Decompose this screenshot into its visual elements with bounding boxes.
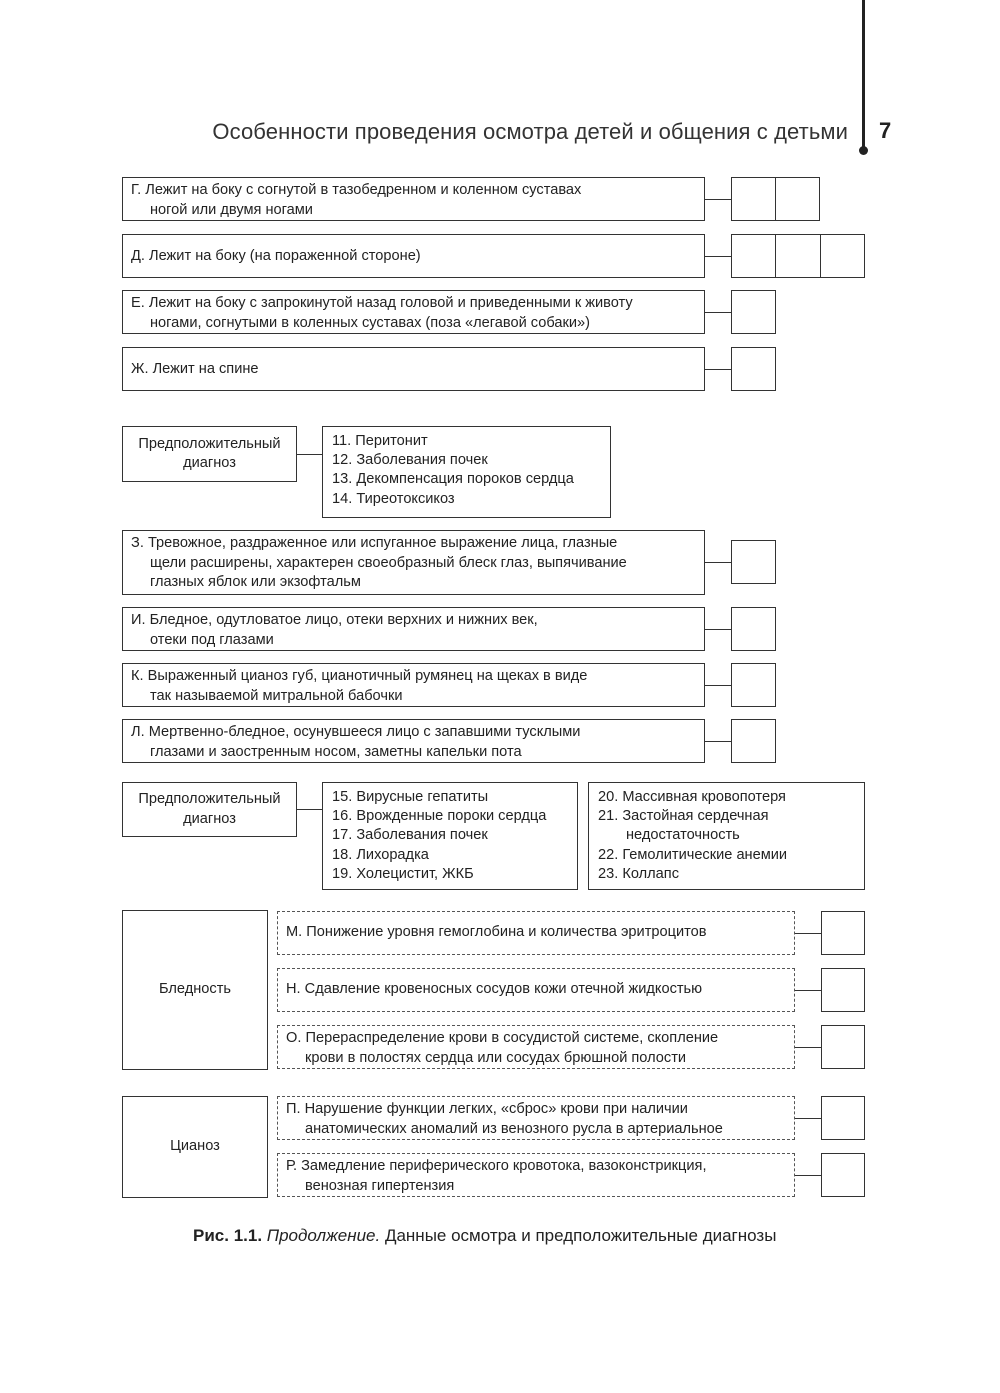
diagnosis-list-box <box>322 782 578 890</box>
answer-cell[interactable] <box>820 234 865 278</box>
mechanism-text-line: крови в полостях сердца или сосудах брюшной полости <box>305 1049 687 1066</box>
connector-line <box>795 1047 821 1048</box>
figure-continuation: Продолжение. <box>266 1226 381 1245</box>
answer-cell[interactable] <box>821 1096 865 1140</box>
header-vertical-rule <box>862 0 865 150</box>
diagnosis-list-box <box>588 782 865 890</box>
connector-line <box>705 256 731 257</box>
mechanism-box-o <box>277 1025 795 1069</box>
finding-text-line: Лежит на боку с запрокинутой назад головой и приведенными к животу <box>148 295 633 311</box>
connector-line <box>705 741 731 742</box>
mechanism-label: П. <box>286 1101 301 1117</box>
symptom-label: Бледность <box>159 981 231 998</box>
connector-line <box>795 933 821 934</box>
figure-title: Данные осмотра и предположительные диагнозы <box>384 1226 777 1245</box>
finding-label: Л. <box>131 724 145 740</box>
mechanism-text-line: венозная гипертензия <box>305 1177 455 1194</box>
diagnosis-item: 11. Перитонит <box>332 433 428 449</box>
connector-line <box>705 369 731 370</box>
finding-text-line: ногой или двумя ногами <box>150 201 313 218</box>
diagnosis-item: 22. Гемолитические анемии <box>598 846 788 863</box>
finding-box-e <box>122 290 705 334</box>
answer-cell[interactable] <box>821 1025 865 1069</box>
answer-cell[interactable] <box>731 719 776 763</box>
mechanism-box-n <box>277 968 795 1012</box>
diagnosis-item: 21. Застойная сердечная <box>598 808 769 825</box>
answer-cell[interactable] <box>731 663 776 707</box>
figure-caption <box>193 1226 776 1246</box>
mechanism-box-p <box>277 1096 795 1140</box>
diagnosis-label-line: диагноз <box>183 810 236 827</box>
connector-line <box>705 629 731 630</box>
answer-cell[interactable] <box>821 911 865 955</box>
finding-box-i <box>122 607 705 651</box>
connector-line <box>297 454 322 455</box>
connector-line <box>297 809 322 810</box>
mechanism-text-line: Замедление периферического кровотока, вазоконстрикция, <box>301 1158 707 1174</box>
diagnosis-item: 18. Лихорадка <box>332 846 429 863</box>
finding-text-line: Тревожное, раздраженное или испуганное выражение лица, глазные <box>147 535 618 551</box>
finding-text-line: Лежит на боку (на пораженной стороне) <box>149 248 421 264</box>
answer-cell[interactable] <box>731 234 776 278</box>
diagnosis-label-box <box>122 426 297 482</box>
diagnosis-item: недостаточность <box>626 827 740 844</box>
finding-text-line: Бледное, одутловатое лицо, отеки верхних и нижних век, <box>149 612 538 628</box>
finding-text-line: Лежит на спине <box>152 361 259 377</box>
answer-cell[interactable] <box>821 1153 865 1197</box>
connector-line <box>705 685 731 686</box>
finding-text-line: ногами, согнутыми в коленных суставах (поза «легавой собаки») <box>150 314 591 331</box>
finding-text-line: Лежит на боку с согнутой в тазобедренном и коленном суставах <box>145 182 582 198</box>
mechanism-label: М. <box>286 924 303 940</box>
finding-label: И. <box>131 612 146 628</box>
diagnosis-item: 19. Холецистит, ЖКБ <box>332 865 474 882</box>
connector-line <box>705 562 731 563</box>
symptom-box-pallor <box>122 910 268 1070</box>
mechanism-label: О. <box>286 1030 302 1046</box>
mechanism-text-line: анатомических аномалий из венозного русла в артериальное <box>305 1120 723 1137</box>
finding-text-line: глазами и заостренным носом, заметны капельки пота <box>150 743 522 760</box>
answer-cell[interactable] <box>775 177 820 221</box>
header-rule-dot <box>859 146 868 155</box>
finding-box-g <box>122 177 705 221</box>
finding-box-l <box>122 719 705 763</box>
answer-cell[interactable] <box>731 177 776 221</box>
finding-label: З. <box>131 535 144 551</box>
connector-line <box>795 990 821 991</box>
answer-cell[interactable] <box>775 234 821 278</box>
connector-line <box>795 1175 821 1176</box>
finding-label: Ж. <box>131 361 149 377</box>
finding-box-z <box>122 530 705 595</box>
diagnosis-item: 14. Тиреотоксикоз <box>332 490 455 507</box>
diagnosis-item: 16. Врожденные пороки сердца <box>332 808 547 825</box>
diagnosis-item: 15. Вирусные гепатиты <box>332 789 489 805</box>
page-title: Особенности проведения осмотра детей и общения с детьми <box>212 119 848 144</box>
diagnosis-list-box <box>322 426 611 518</box>
connector-line <box>705 312 731 313</box>
diagnosis-label-line: диагноз <box>183 455 236 471</box>
mechanism-box-r <box>277 1153 795 1197</box>
mechanism-label: Р. <box>286 1158 298 1174</box>
mechanism-text-line: Понижение уровня гемоглобина и количества эритроцитов <box>306 924 707 940</box>
finding-text-line: щели расширены, характерен своеобразный блеск глаз, выпячивание <box>150 554 627 571</box>
diagnosis-item: 23. Коллапс <box>598 865 679 882</box>
connector-line <box>795 1118 821 1119</box>
finding-text-line: Выраженный цианоз губ, цианотичный румянец на щеках в виде <box>147 668 588 684</box>
finding-label: Е. <box>131 295 145 311</box>
figure-number: Рис. 1.1. <box>193 1226 263 1245</box>
finding-box-zh <box>122 347 705 391</box>
finding-label: Д. <box>131 248 145 264</box>
finding-box-d <box>122 234 705 278</box>
answer-cell[interactable] <box>731 540 776 584</box>
diagnosis-label-box <box>122 782 297 837</box>
mechanism-box-m <box>277 911 795 955</box>
diagnosis-item: 13. Декомпенсация пороков сердца <box>332 471 574 488</box>
finding-text-line: Мертвенно-бледное, осунувшееся лицо с запавшими тусклыми <box>148 724 581 740</box>
symptom-box-cyanosis <box>122 1096 268 1198</box>
diagnosis-item: 20. Массивная кровопотеря <box>598 789 786 805</box>
diagnosis-label-line: Предположительный <box>138 791 281 807</box>
finding-text-line: глазных яблок или экзофтальм <box>150 574 361 590</box>
finding-box-k <box>122 663 705 707</box>
mechanism-text-line: Нарушение функции легких, «сброс» крови при наличии <box>304 1101 688 1117</box>
symptom-label: Цианоз <box>170 1138 220 1155</box>
answer-cell[interactable] <box>821 968 865 1012</box>
page-number: 7 <box>879 118 892 143</box>
finding-label: Г. <box>131 182 142 198</box>
finding-text-line: так называемой митральной бабочки <box>150 687 403 704</box>
diagnosis-item: 17. Заболевания почек <box>332 827 488 844</box>
answer-cell[interactable] <box>731 290 776 334</box>
answer-cell[interactable] <box>731 347 776 391</box>
diagnosis-label-line: Предположительный <box>138 435 281 452</box>
finding-text-line: отеки под глазами <box>150 631 274 648</box>
connector-line <box>705 199 731 200</box>
mechanism-label: Н. <box>286 981 301 997</box>
mechanism-text-line: Перераспределение крови в сосудистой системе, скопление <box>305 1030 719 1046</box>
mechanism-text-line: Сдавление кровеносных сосудов кожи отечной жидкостью <box>304 981 703 997</box>
finding-label: К. <box>131 668 144 684</box>
answer-cell[interactable] <box>731 607 776 651</box>
diagnosis-item: 12. Заболевания почек <box>332 452 488 469</box>
